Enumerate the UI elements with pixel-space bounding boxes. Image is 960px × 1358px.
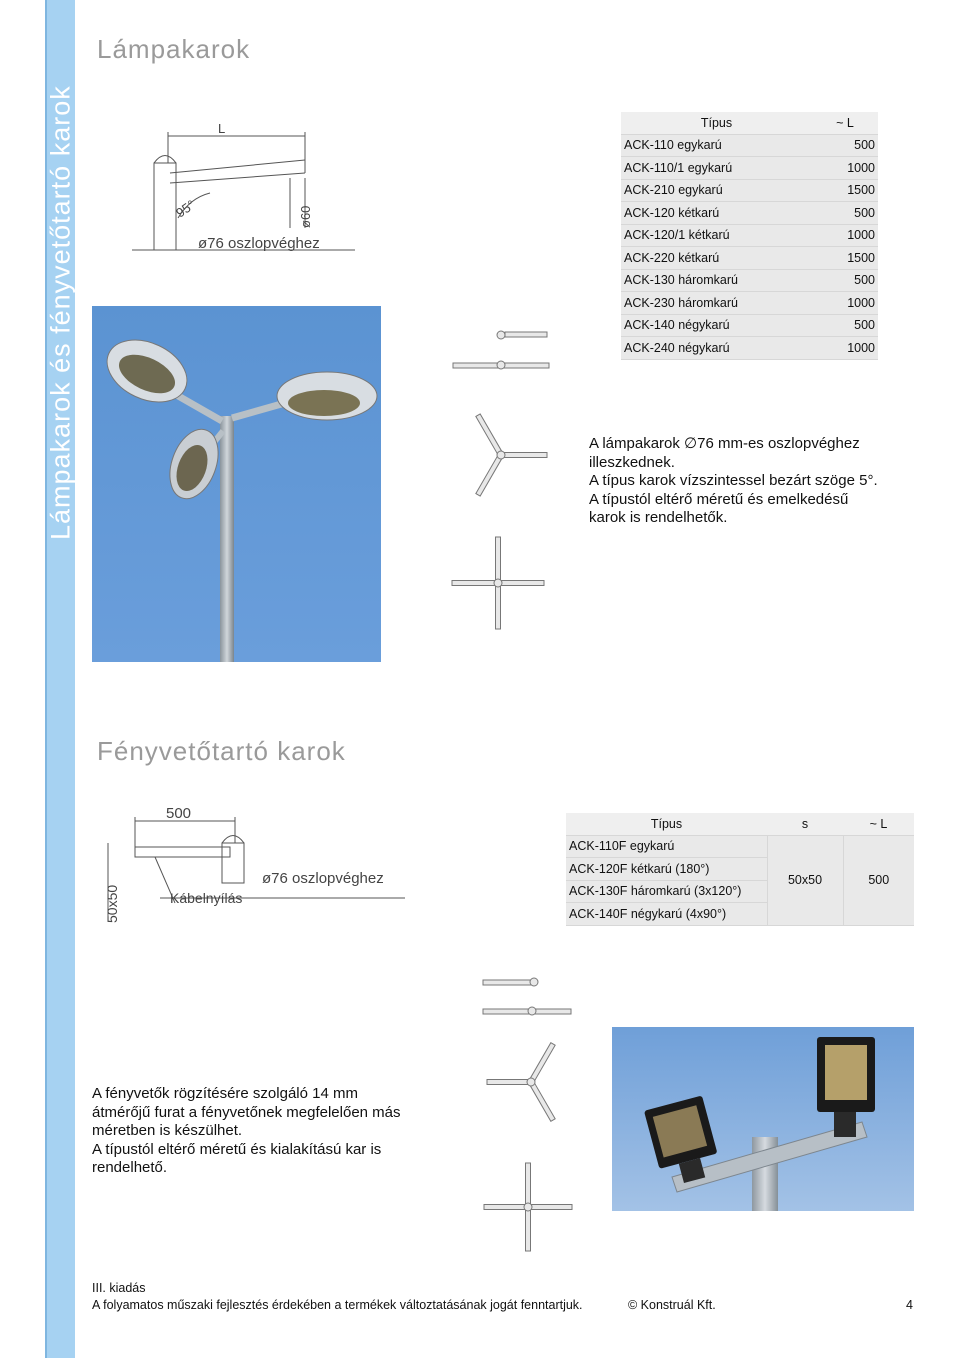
cell-s: 50x50 xyxy=(767,835,843,925)
col-s: s xyxy=(767,813,843,835)
footer-edition: III. kiadás xyxy=(92,1281,146,1295)
cell-type: ACK-230 háromkarú xyxy=(621,292,812,315)
table-row xyxy=(621,292,878,315)
table-header-row xyxy=(621,112,878,134)
post-label: ø76 oszlopvéghez xyxy=(198,235,320,252)
col-length: ~ L xyxy=(812,112,878,134)
cell-length: 1000 xyxy=(812,224,878,247)
sidebar-band xyxy=(45,0,75,1358)
table-row xyxy=(621,202,878,225)
cell-type: ACK-140F négykarú (4x90°) xyxy=(566,903,767,926)
text-line: átmérőjű furat a fényvetőnek megfelelően más xyxy=(92,1103,401,1121)
table-row xyxy=(621,157,878,180)
floodlight-arm-description xyxy=(92,1085,452,1178)
dim-500: 500 xyxy=(166,805,192,822)
footer-company: © Konstruál Kft. xyxy=(628,1298,716,1312)
text-line: méretben is készülhet. xyxy=(92,1122,243,1139)
cell-type: ACK-140 négykarú xyxy=(621,314,812,337)
lamp-arm-description xyxy=(589,435,919,528)
cell-type: ACK-130F háromkarú (3x120°) xyxy=(566,880,767,903)
cell-type: ACK-110F egykarú xyxy=(566,835,767,858)
cable-hole-label: Kábelnyílás xyxy=(170,890,243,906)
text-line: A típustól eltérő méretű és emelkedésű xyxy=(589,490,849,508)
arm-config-icons xyxy=(448,325,558,640)
text-line: A típus karok vízszintessel bezárt szöge 5°. xyxy=(589,472,878,489)
cell-type: ACK-220 kétkarú xyxy=(621,247,812,270)
table-row xyxy=(566,835,914,858)
dim-95: 95° xyxy=(173,196,198,221)
cell-type: ACK-120F kétkarú (180°) xyxy=(566,858,767,881)
dim-L: L xyxy=(218,121,226,136)
floodlight-arm-table xyxy=(566,813,914,926)
text-line: A fényvetők rögzítésére szolgáló 14 mm xyxy=(92,1085,358,1102)
cell-length: 1000 xyxy=(812,292,878,315)
section-title-fenyvetotarto: Fényvetőtartó karok xyxy=(97,736,346,766)
footer-disclaimer: A folyamatos műszaki fejlesztés érdekében a termékek változtatásának jogát fenntartjuk. xyxy=(92,1298,583,1312)
text-line: A típustól eltérő méretű és kialakítású kar is xyxy=(92,1140,382,1158)
floodlight-photo xyxy=(612,1027,914,1211)
dim-50x50: 50x50 xyxy=(104,884,120,923)
cell-length: 500 xyxy=(843,835,914,925)
cell-length: 1000 xyxy=(812,157,878,180)
col-type: Típus xyxy=(621,112,812,134)
cell-type: ACK-110/1 egykarú xyxy=(621,157,812,180)
table-row xyxy=(621,179,878,202)
table-row xyxy=(621,247,878,270)
cell-type: ACK-240 négykarú xyxy=(621,337,812,360)
cell-length: 1500 xyxy=(812,247,878,270)
table-row xyxy=(621,337,878,360)
floodlight-config-icons xyxy=(478,972,578,1262)
text-line: illeszkednek. xyxy=(589,453,675,471)
table-row xyxy=(621,314,878,337)
cell-type: ACK-120 kétkarú xyxy=(621,202,812,225)
cell-length: 1000 xyxy=(812,337,878,360)
text-line: rendelhető. xyxy=(92,1159,168,1176)
text-line: karok is rendelhetők. xyxy=(589,509,728,526)
table-row xyxy=(621,269,878,292)
cell-length: 500 xyxy=(812,314,878,337)
street-lamp-photo xyxy=(92,306,381,662)
cell-length: 500 xyxy=(812,269,878,292)
section-title-lampakarok: Lámpakarok xyxy=(97,34,251,64)
lamp-arm-table xyxy=(621,112,878,360)
post-label-2: ø76 oszlopvéghez xyxy=(262,870,384,887)
table-header-row xyxy=(566,813,914,835)
cell-length: 1500 xyxy=(812,179,878,202)
text-line: A lámpakarok ∅76 mm-es oszlopvéghez xyxy=(589,435,860,452)
cell-type: ACK-130 háromkarú xyxy=(621,269,812,292)
col-length: ~ L xyxy=(843,813,914,835)
footer-page-number: 4 xyxy=(906,1298,913,1312)
col-type: Típus xyxy=(566,813,767,835)
cell-length: 500 xyxy=(812,134,878,157)
cell-type: ACK-110 egykarú xyxy=(621,134,812,157)
floodlight-arm-drawing xyxy=(100,803,415,928)
lamp-arm-drawing xyxy=(130,118,370,258)
cell-type: ACK-120/1 kétkarú xyxy=(621,224,812,247)
dim-d60: ø60 xyxy=(298,205,313,228)
cell-type: ACK-210 egykarú xyxy=(621,179,812,202)
cell-length: 500 xyxy=(812,202,878,225)
sidebar-title: Lámpakarok és fényvetőtartó karok xyxy=(45,85,76,540)
table-row xyxy=(621,134,878,157)
table-row xyxy=(621,224,878,247)
